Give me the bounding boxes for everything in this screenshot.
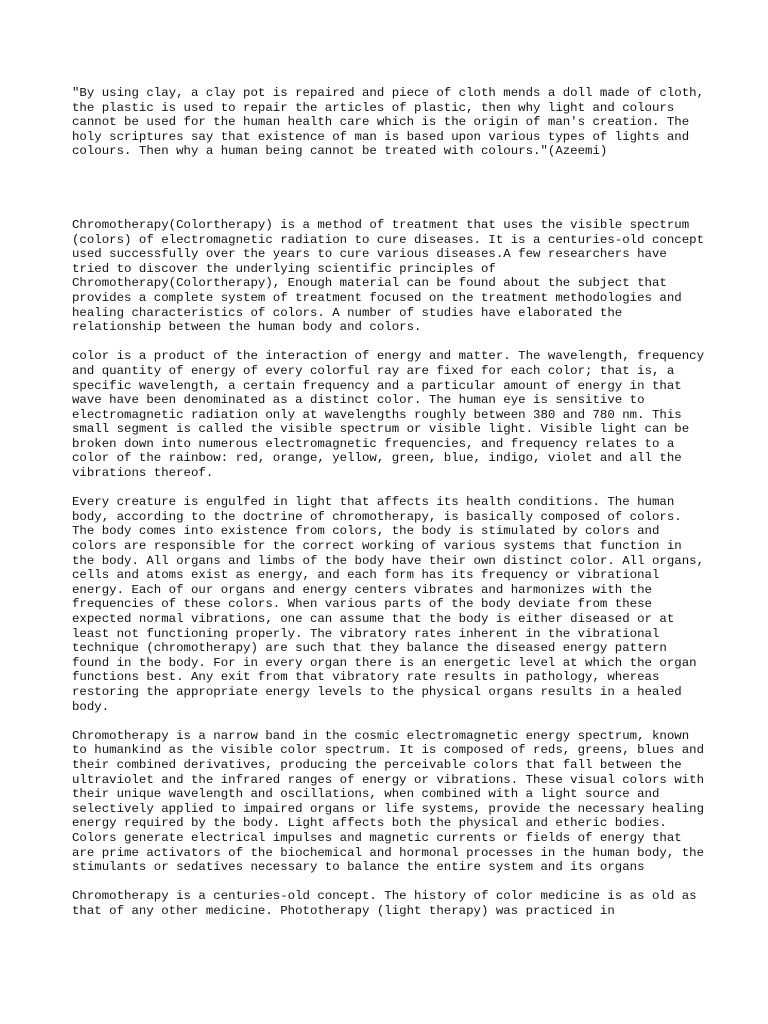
paragraph-history: Chromotherapy is a centuries-old concept. The history of color medicine is as old as that of any other medicine. Phototherapy (light therapy) was practiced in <box>72 889 697 918</box>
paragraph-body-colors: Every creature is engulfed in light that affects its health conditions. The human body, according to the doctrine of chromotherapy, is basically composed of colors. The body comes into existence from colors, the body is stimulated by colors and colors are responsible for the correct working of various systems that function in the body. All organs and limbs of the body have their own distinct color. All organs, cells and atoms exist as energy, and each form has its frequency or vibrational energy. Each of our organs and energy centers vibrates and harmonizes with the frequencies of these colors. When various parts of the body deviate from these expected normal vibrations, one can assume that the body is either diseased or at least not functioning properly. The vibratory rates inherent in the vibrational technique (chromotherapy) are such that they balance the diseased energy pattern found in the body. For in every organ there is an energetic level at which the organ functions best. Any exit from that vibratory rate results in pathology, whereas restoring the appropriate energy levels to the physical organs results in a healed body. <box>72 495 705 714</box>
paragraph-visible-spectrum: Chromotherapy is a narrow band in the cosmic electromagnetic energy spectrum, known to humankind as the visible color spectrum. It is composed of reds, greens, blues and their combined derivatives, producing the perceivable colors that fall between the ultraviolet and the infrared ranges of energy or vibrations. These visual colors with their unique wavelength and oscillations, when combined with a light source and selectively applied to impaired organs or life systems, provide the necessary healing energy required by the body. Light affects both the physical and etheric bodies. Colors generate electrical impulses and magnetic currents or fields of energy that are prime activators of the biochemical and hormonal processes in the human body, the stimulants or sedatives necessary to balance the entire system and its organs <box>72 728 705 875</box>
paragraph-chromotherapy-definition: Chromotherapy(Colortherapy) is a method of treatment that uses the visible spectrum (colors) of electromagnetic radiation to cure diseases. It is a centuries-old concept used successfully over the years to cure various diseases.A few researchers have tried to discover the underlying scientific principles of Chromotherapy(Colortherapy), Enough material can be found about the subject that provides a complete system of treatment focused on the treatment methodologies and healing characteristics of colors. A number of studies have elaborated the relationship between the human body and colors. <box>72 217 705 335</box>
document-page <box>72 86 706 933</box>
paragraph-color-energy: color is a product of the interaction of energy and matter. The wavelength, frequency and quantity of energy of every colorful ray are fixed for each color; that is, a specific wavelength, a certain frequency and a particular amount of energy in that wave have been denominated as a distinct color. The human eye is sensitive to electromagnetic radiation only at wavelengths roughly between 380 and 780 nm. This small segment is called the visible spectrum or visible light. Visible light can be broken down into numerous electromagnetic frequencies, and frequency relates to a color of the rainbow: red, orange, yellow, green, blue, indigo, violet and all the vibrations thereof. <box>72 349 705 481</box>
opening-quote: "By using clay, a clay pot is repaired and piece of cloth mends a doll made of cloth, the plastic is used to repair the articles of plastic, then why light and colours cannot be used for the human health care which is the origin of man's creation. The holy scriptures say that existence of man is based upon various types of lights and colours. Then why a human being cannot be treated with colours."(Azeemi) <box>72 86 705 159</box>
